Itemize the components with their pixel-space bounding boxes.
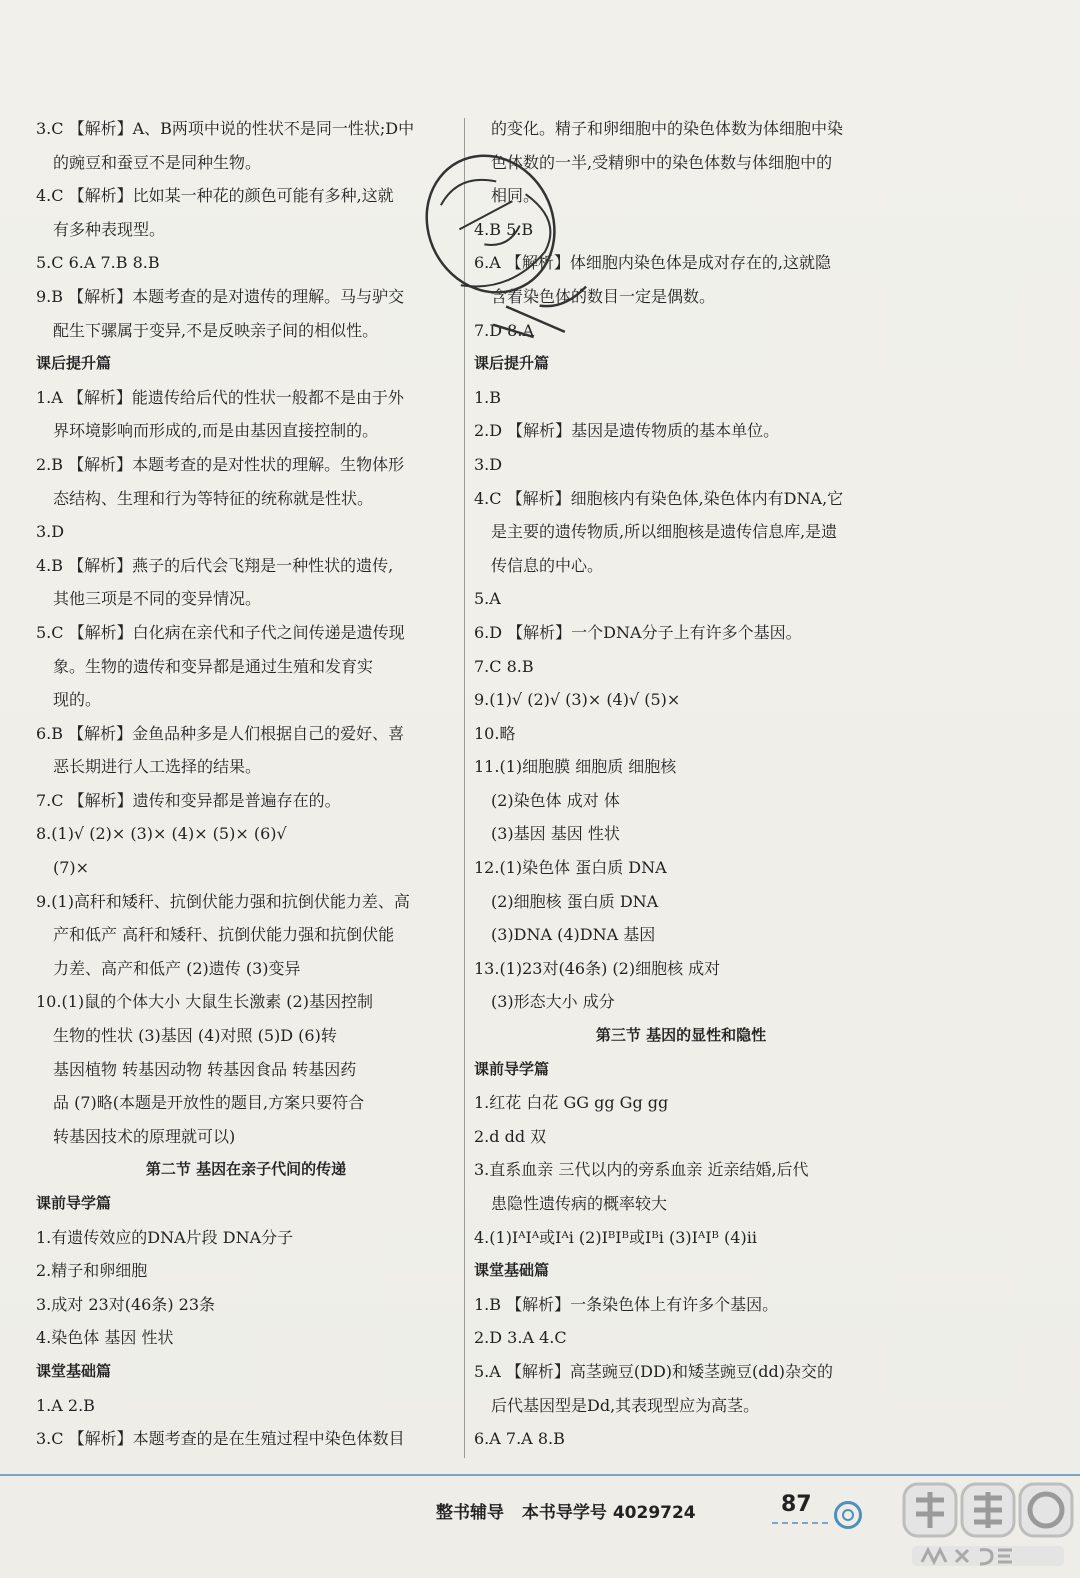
answer-line: (7)× — [53, 858, 90, 878]
answer-line: 4.染色体 基因 性状 — [36, 1328, 174, 1348]
answer-line: 2.d dd 双 — [474, 1126, 547, 1146]
answer-line: 界环境影响而形成的,而是由基因直接控制的。 — [53, 421, 379, 441]
answer-line: 10.(1)鼠的个体大小 大鼠生长激素 (2)基因控制 — [36, 992, 373, 1012]
answer-line: 9.(1)√ (2)√ (3)× (4)√ (5)× — [474, 690, 681, 710]
footer — [436, 1498, 708, 1523]
answer-line: (3)DNA (4)DNA 基因 — [491, 925, 656, 945]
section-heading: 课堂基础篇 — [474, 1261, 550, 1280]
answer-line: 5.A 【解析】高茎豌豆(DD)和矮茎豌豆(dd)杂交的 — [474, 1361, 834, 1381]
left-column — [36, 112, 456, 1456]
section-heading: 课后提升篇 — [36, 354, 112, 373]
answer-line: 后代基因型是Dd,其表现型应为高茎。 — [491, 1395, 760, 1415]
answer-line: 象。生物的遗传和变异都是通过生殖和发育实 — [53, 656, 374, 676]
answer-line: 2.B 【解析】本题考查的是对性状的理解。生物体形 — [36, 454, 405, 474]
answer-line: (2)细胞核 蛋白质 DNA — [491, 891, 659, 911]
answer-line: 基因植物 转基因动物 转基因食品 转基因药 — [53, 1059, 357, 1079]
chapter-section-title: 第二节 基因在亲子代间的传递 — [145, 1160, 347, 1179]
answer-line: 患隐性遗传病的概率较大 — [491, 1194, 668, 1213]
answer-line: 6.D 【解析】一个DNA分子上有许多个基因。 — [474, 622, 802, 642]
answer-line: 1.红花 白花 GG gg Gg gg — [474, 1093, 669, 1113]
answer-line: 3.D — [474, 454, 503, 474]
answer-line: 2.D 【解析】基因是遗传物质的基本单位。 — [474, 421, 780, 441]
answer-line: 力差、高产和低产 (2)遗传 (3)变异 — [53, 958, 301, 978]
answer-line: 4.(1)IᴬIᴬ或Iᴬi (2)IᴮIᴮ或Iᴮi (3)IᴬIᴮ (4)ii — [474, 1227, 757, 1247]
page-number: 87 — [781, 1492, 812, 1517]
answer-line: 生物的性状 (3)基因 (4)对照 (5)D (6)转 — [53, 1026, 337, 1046]
answer-line: 3.直系血亲 三代以内的旁系血亲 近亲结婚,后代 — [474, 1160, 809, 1180]
corner-watermark-logo — [900, 1478, 1076, 1574]
answer-line: 10.略 — [474, 723, 516, 743]
section-heading: 课前导学篇 — [474, 1059, 550, 1078]
answer-line: 4.B 【解析】燕子的后代会飞翔是一种性状的遗传, — [36, 555, 394, 575]
answer-line: 1.A 2.B — [36, 1395, 95, 1415]
answer-line: 5.C 6.A 7.B 8.B — [36, 253, 160, 273]
footer-label-b: 本书导学号 4029724 — [521, 1503, 696, 1523]
target-ring-icon — [834, 1501, 862, 1529]
answer-line: 态结构、生理和行为等特征的统称就是性状。 — [53, 488, 374, 508]
answer-line: 现的。 — [53, 690, 102, 710]
answer-line: 转基因技术的原理就可以) — [53, 1126, 236, 1146]
answer-line: 配生下骡属于变异,不是反映亲子间的相似性。 — [53, 320, 379, 340]
answer-line: 的变化。精子和卵细胞中的染色体数为体细胞中染 — [491, 119, 844, 138]
answer-line: 11.(1)细胞膜 细胞质 细胞核 — [474, 757, 677, 777]
answer-line: 6.A 7.A 8.B — [474, 1429, 565, 1449]
answer-line: 其他三项是不同的变异情况。 — [53, 589, 262, 609]
answer-line: 7.C 【解析】遗传和变异都是普遍存在的。 — [36, 790, 341, 810]
answer-line: (2)染色体 成对 体 — [491, 790, 620, 810]
answer-line: 6.B 【解析】金鱼品种多是人们根据自己的爱好、喜 — [36, 723, 405, 743]
answer-line: 传信息的中心。 — [491, 555, 604, 575]
answer-line: 9.B 【解析】本题考查的是对遗传的理解。马与驴交 — [36, 286, 405, 306]
footer-label-a: 整书辅导 — [436, 1503, 504, 1523]
answer-line: (3)基因 基因 性状 — [491, 824, 620, 844]
answer-line: 1.B 【解析】一条染色体上有许多个基因。 — [474, 1294, 779, 1314]
chapter-section-title: 第三节 基因的显性和隐性 — [595, 1026, 767, 1045]
answer-line: 2.D 3.A 4.C — [474, 1328, 567, 1348]
answer-line: (3)形态大小 成分 — [491, 992, 615, 1012]
answer-line: 1.有遗传效应的DNA片段 DNA分子 — [36, 1227, 294, 1247]
answer-line: 12.(1)染色体 蛋白质 DNA — [474, 858, 667, 878]
footer-dashed-line — [772, 1522, 828, 1524]
answer-line: 4.B 5.B — [474, 219, 534, 239]
answer-line: 3.成对 23对(46条) 23条 — [36, 1294, 216, 1314]
answer-line: 9.(1)高秆和矮秆、抗倒伏能力强和抗倒伏能力差、高 — [36, 891, 410, 911]
answer-line: 7.D 8.A — [474, 320, 534, 340]
answer-line: 4.C 【解析】细胞核内有染色体,染色体内有DNA,它 — [474, 488, 844, 508]
section-heading: 课后提升篇 — [474, 354, 550, 373]
answer-line: 3.C 【解析】A、B两项中说的性状不是同一性状;D中 — [36, 119, 415, 138]
answer-line: 5.A — [474, 589, 501, 609]
answer-line: 恶长期进行人工选择的结果。 — [53, 757, 262, 777]
answer-line: 是主要的遗传物质,所以细胞核是遗传信息库,是遗 — [491, 522, 838, 542]
answer-line: 2.精子和卵细胞 — [36, 1261, 148, 1281]
answer-line: 的豌豆和蚕豆不是同种生物。 — [53, 152, 262, 172]
answer-line: 8.(1)√ (2)× (3)× (4)× (5)× (6)√ — [36, 824, 287, 844]
answer-line: 6.A 【解析】体细胞内染色体是成对存在的,这就隐 — [474, 253, 831, 273]
answer-line: 相同。 — [491, 186, 540, 206]
answer-line: 1.A 【解析】能遗传给后代的性状一般都不是由于外 — [36, 387, 404, 407]
answer-line: 4.C 【解析】比如某一种花的颜色可能有多种,这就 — [36, 186, 394, 206]
answer-line: 品 (7)略(本题是开放性的题目,方案只要符合 — [53, 1093, 365, 1113]
answer-line: 有多种表现型。 — [53, 219, 166, 239]
answer-line: 色体数的一半,受精卵中的染色体数与体细胞中的 — [491, 152, 833, 172]
section-heading: 课前导学篇 — [36, 1194, 112, 1212]
answer-line: 产和低产 高秆和矮秆、抗倒伏能力强和抗倒伏能 — [53, 925, 395, 945]
answer-line: 1.B — [474, 387, 502, 407]
footer-rule — [0, 1474, 1080, 1476]
answer-line: 5.C 【解析】白化病在亲代和子代之间传递是遗传现 — [36, 622, 405, 642]
answer-line: 13.(1)23对(46条) (2)细胞核 成对 — [474, 958, 721, 978]
section-heading: 课堂基础篇 — [36, 1361, 112, 1380]
answer-line: 3.C 【解析】本题考查的是在生殖过程中染色体数目 — [36, 1429, 405, 1449]
answer-line: 3.D — [36, 522, 65, 542]
answer-line: 含着染色体的数目一定是偶数。 — [491, 286, 716, 306]
answer-line: 7.C 8.B — [474, 656, 534, 676]
